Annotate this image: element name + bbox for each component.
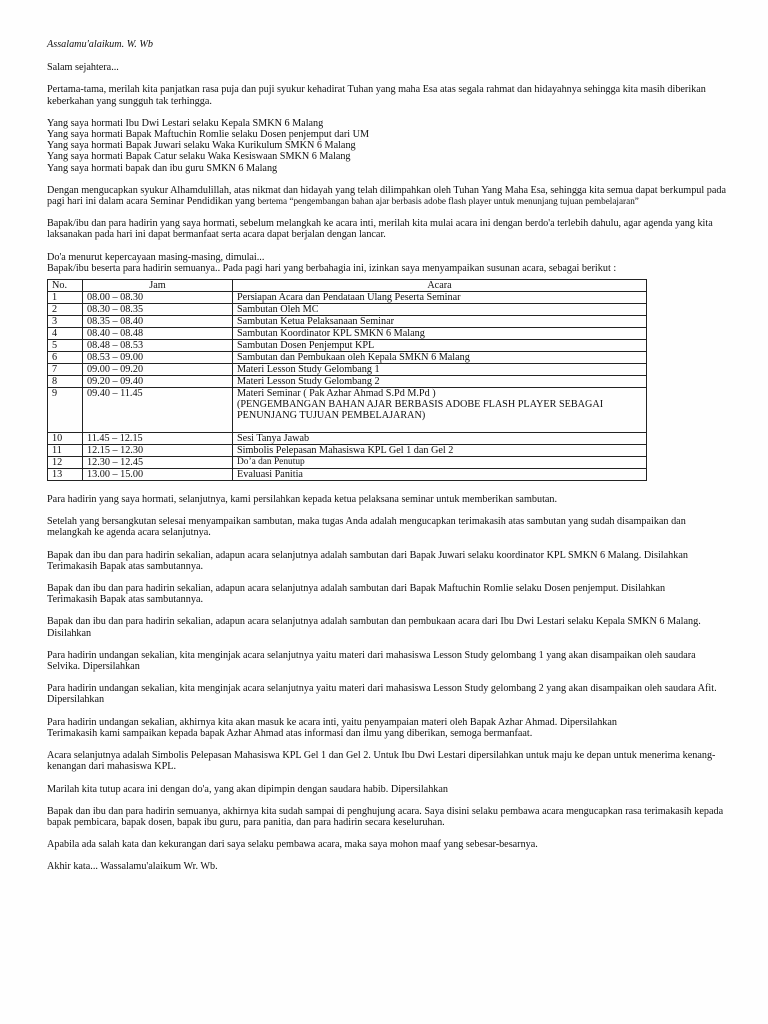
honorific-line: Yang saya hormati Bapak Maftuchin Romlie selaku Dosen penjemput dari UM (47, 129, 370, 141)
body-paragraph: Bapak dan ibu dan para hadirin sekalian, adapun acara selanjutnya adalah sambutan dari Bapak Maftuchin Romlie selaku Dosen penjemput. Disilahkan Terimakasih Bapak atas sambutannya. (47, 583, 666, 606)
header-acara: Acara (233, 280, 647, 292)
table-row (48, 445, 647, 457)
cell-jam: 08.30 – 08.35 (83, 304, 233, 316)
honorific-line: Yang saya hormati bapak dan ibu guru SMKN 6 Malang (47, 162, 278, 174)
honorifics-list (47, 118, 728, 174)
body-paragraph: Para hadirin undangan sekalian, kita menginjak acara selanjutnya yaitu materi dari mahasiswa Lesson Study gelombang 2 yang akan disampaikan oleh saudara Afit. Dipersilahkan (47, 683, 717, 706)
intro-paragraph: Pertama-tama, merilah kita panjatkan rasa puja dan puji syukur kehadirat Tuhan yang maha Esa atas segala rahmat dan hidayahnya sehingga kita masih diberikan keberkahan yang sungguh tak terhingga. (47, 84, 706, 107)
cell-no: 3 (48, 316, 83, 328)
cell-no: 8 (48, 376, 83, 388)
cell-jam: 12.30 – 12.45 (83, 457, 233, 469)
table-row (48, 292, 647, 304)
table-row (48, 457, 647, 469)
gratitude-paragraph (47, 185, 728, 207)
cell-jam: 08.53 – 09.00 (83, 352, 233, 364)
cell-acara: Persiapan Acara dan Pendataan Ulang Peserta Seminar (233, 292, 647, 304)
cell-jam: 12.15 – 12.30 (83, 445, 233, 457)
cell-jam: 11.45 – 12.15 (83, 433, 233, 445)
cell-acara: Sambutan Oleh MC (233, 304, 647, 316)
header-no: No. (48, 280, 83, 292)
cell-jam: 08.40 – 08.48 (83, 328, 233, 340)
cell-acara: Simbolis Pelepasan Mahasiswa KPL Gel 1 dan Gel 2 (233, 445, 647, 457)
cell-no: 1 (48, 292, 83, 304)
salam-line: Salam sejahtera... (47, 62, 119, 74)
cell-no: 6 (48, 352, 83, 364)
table-row (48, 328, 647, 340)
body-paragraph: Apabila ada salah kata dan kekurangan dari saya selaku pembawa acara, maka saya mohon maaf yang sebesar-besarnya. (47, 839, 538, 851)
body-paragraph: Bapak dan ibu dan para hadirin sekalian, adapun acara selanjutnya adalah sambutan dari Bapak Juwari selaku koordinator KPL SMKN 6 Malang. Disilahkan Terimakasih Bapak atas sambutannya. (47, 549, 688, 572)
cell-no: 2 (48, 304, 83, 316)
gratitude-lead: Dengan mengucapkan syukur Alhamdulillah, atas nikmat dan hidayah yang telah dilimpahkan oleh Tuhan Yang Maha Esa, sehingga kita semua dapat berkumpul pada pagi hari ini dalam acara Seminar Pendidikan yang (47, 184, 727, 208)
honorific-line: Yang saya hormati Ibu Dwi Lestari selaku Kepala SMKN 6 Malang (47, 117, 324, 129)
cell-acara: Sambutan dan Pembukaan oleh Kepala SMKN 6 Malang (233, 352, 647, 364)
greeting: Assalamu'alaikum. W. Wb (47, 39, 153, 50)
body-paragraph: Setelah yang bersangkutan selesai menyampaikan sambutan, maka tugas Anda adalah mengucapkan terimakasih atas sambutan yang sudah disampaikan dan melangkah ke agenda acara selanjutnya. (47, 516, 686, 539)
table-row (48, 376, 647, 388)
header-jam: Jam (83, 280, 233, 292)
agenda-intro: Bapak/ibu beserta para hadirin semuanya.. Pada pagi hari yang berbahagia ini, izinkan saya menyampaikan susunan acara, sebagai berikut : (47, 262, 617, 274)
closing-line: Akhir kata... Wassalamu'alaikum Wr. Wb. (47, 861, 218, 873)
cell-no: 9 (48, 388, 83, 433)
cell-acara: Sambutan Ketua Pelaksanaan Seminar (233, 316, 647, 328)
table-row (48, 364, 647, 376)
cell-no: 10 (48, 433, 83, 445)
body-paragraph: Para hadirin undangan sekalian, akhirnya kita akan masuk ke acara inti, yaitu penyampaian materi oleh Bapak Azhar Ahmad. Dipersilahkan Terimakasih kami sampaikan kepada bapak Azhar Ahmad atas informasi dan ilmu yang diberikan, semoga bermanfaat. (47, 716, 618, 739)
cell-acara: Materi Lesson Study Gelombang 2 (233, 376, 647, 388)
table-row (48, 433, 647, 445)
body-paragraph: Marilah kita tutup acara ini dengan do'a, yang akan dipimpin dengan saudara habib. Dipersilahkan (47, 783, 448, 795)
cell-acara: Materi Lesson Study Gelombang 1 (233, 364, 647, 376)
opening-paragraph: Bapak/ibu dan para hadirin yang saya hormati, sebelum melangkah ke acara inti, merilah kita mulai acara ini dengan berdo'a terlebih dahulu, agar agenda yang kita laksanakan pada hari ini dapat bermanfaat serta acara dapat berjalan dengan lancar. (47, 218, 713, 241)
agenda-table (47, 279, 647, 481)
body-paragraph: Para hadirin yang saya hormati, selanjutnya, kami persilahkan kepada ketua pelaksana seminar untuk memberikan sambutan. (47, 494, 558, 506)
cell-jam: 08.35 – 08.40 (83, 316, 233, 328)
cell-jam: 09.20 – 09.40 (83, 376, 233, 388)
cell-jam: 08.00 – 08.30 (83, 292, 233, 304)
cell-no: 4 (48, 328, 83, 340)
table-row (48, 388, 647, 433)
cell-no: 5 (48, 340, 83, 352)
cell-no: 12 (48, 457, 83, 469)
cell-acara: Evaluasi Panitia (233, 469, 647, 481)
body-paragraph: Acara selanjutnya adalah Simbolis Pelepasan Mahasiswa KPL Gel 1 dan Gel 2. Untuk Ibu Dwi Lestari dipersilahkan untuk maju ke depan untuk menerima kenang-kenangan dari mahasiswa KPL. (47, 750, 716, 773)
cell-acara: Sesi Tanya Jawab (233, 433, 647, 445)
cell-acara: Sambutan Koordinator KPL SMKN 6 Malang (233, 328, 647, 340)
cell-no: 13 (48, 469, 83, 481)
table-row (48, 469, 647, 481)
honorific-line: Yang saya hormati Bapak Juwari selaku Waka Kurikulum SMKN 6 Malang (47, 140, 356, 152)
cell-no: 7 (48, 364, 83, 376)
cell-acara: Materi Seminar ( Pak Azhar Ahmad S.Pd M.Pd ) (PENGEMBANGAN BAHAN AJAR BERBASIS ADOBE FLASH PLAYER SEBAGAI PENUNJANG TUJUAN PEMBELAJARAN) (233, 388, 647, 433)
cell-acara: Sambutan Dosen Penjemput KPL (233, 340, 647, 352)
table-row (48, 304, 647, 316)
cell-jam: 13.00 – 15.00 (83, 469, 233, 481)
cell-jam: 09.00 – 09.20 (83, 364, 233, 376)
table-row (48, 352, 647, 364)
body-paragraph: Para hadirin undangan sekalian, kita menginjak acara selanjutnya yaitu materi dari mahasiswa Lesson Study gelombang 1 yang akan disampaikan oleh saudara Selvika. Dipersilahkan (47, 649, 696, 673)
gratitude-theme: bertema “pengembangan bahan ajar berbasis adobe flash player untuk menunjang tujuan pembelajaran” (257, 196, 639, 207)
cell-jam: 09.40 – 11.45 (83, 388, 233, 433)
agenda-intro-block (47, 252, 728, 274)
body-paragraph: Bapak dan ibu dan para hadirin sekalian, adapun acara selanjutnya adalah sambutan dan pembukaan acara dari Ibu Dwi Lestari selaku Kepala SMKN 6 Malang. Disilahkan (47, 616, 701, 639)
table-row (48, 316, 647, 328)
prayer-line: Do'a menurut kepercayaan masing-masing, dimulai... (47, 251, 265, 263)
body-paragraph: Bapak dan ibu dan para hadirin semuanya, akhirnya kita sudah sampai di penghujung acara. Saya disini selaku pembawa acara mengucapkan rasa terimakasih kepada bapak pembicara, bapak dosen, bapak ibu guru, para panitia, dan para hadirin secara keseluruhan. (47, 805, 724, 828)
table-header-row (48, 280, 647, 292)
table-row (48, 340, 647, 352)
cell-no: 11 (48, 445, 83, 457)
honorific-line: Yang saya hormati Bapak Catur selaku Waka Kesiswaan SMKN 6 Malang (47, 151, 351, 163)
cell-acara: Do’a dan Penutup (233, 457, 647, 469)
cell-jam: 08.48 – 08.53 (83, 340, 233, 352)
